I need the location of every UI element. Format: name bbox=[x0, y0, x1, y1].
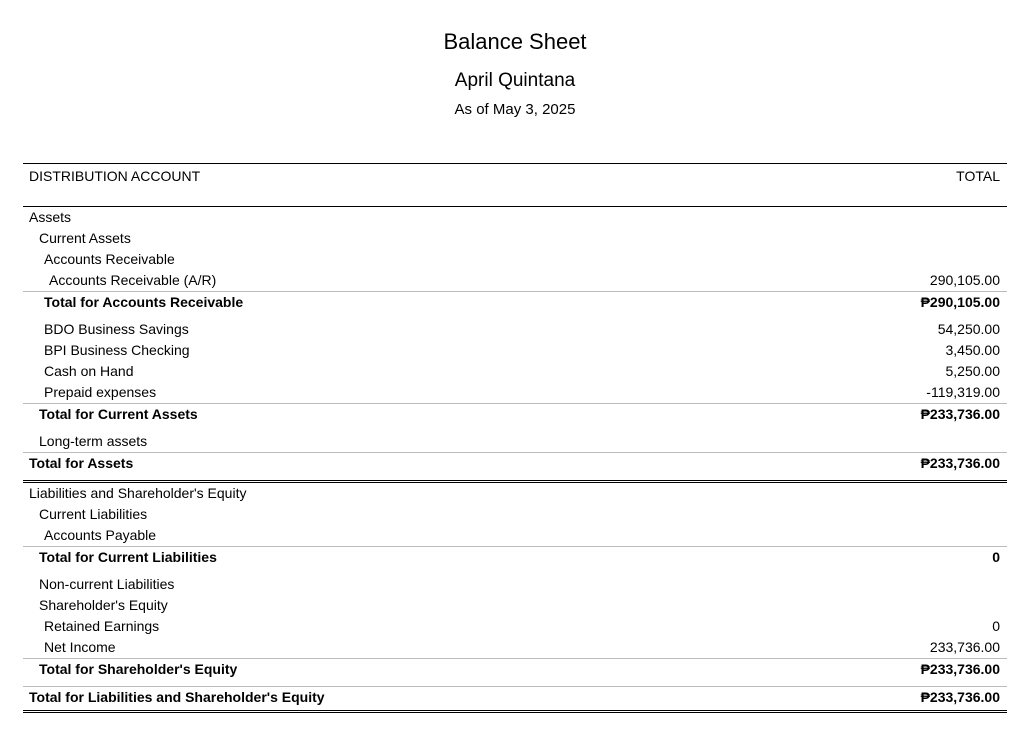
row-label: Total for Current Liabilities bbox=[39, 549, 217, 565]
report-title: Balance Sheet bbox=[443, 29, 587, 54]
group-long-term-assets bbox=[23, 431, 1007, 452]
row-label: Net Income bbox=[44, 639, 116, 655]
group-accounts-receivable bbox=[23, 249, 1007, 270]
group-current-assets bbox=[23, 228, 1007, 249]
report-date: As of May 3, 2025 bbox=[454, 101, 576, 118]
account-row-cash bbox=[23, 361, 1007, 382]
row-label: Accounts Receivable bbox=[44, 251, 175, 267]
company-name: April Quintana bbox=[454, 70, 576, 91]
total-row-current-liabilities bbox=[23, 546, 1007, 568]
table-header bbox=[23, 163, 1007, 207]
row-label: Retained Earnings bbox=[44, 618, 160, 634]
row-label: Accounts Payable bbox=[44, 527, 157, 543]
row-amount: 54,250.00 bbox=[937, 321, 1000, 337]
row-label: Assets bbox=[29, 209, 72, 225]
row-amount: 5,250.00 bbox=[945, 363, 1000, 379]
total-row-accounts-receivable bbox=[23, 291, 1007, 313]
row-label: Prepaid expenses bbox=[44, 384, 157, 400]
row-label: Current Assets bbox=[39, 230, 131, 246]
row-label: Accounts Receivable (A/R) bbox=[49, 272, 217, 288]
account-row-net-income bbox=[23, 637, 1007, 658]
section-liabilities-equity bbox=[23, 480, 1007, 504]
row-amount: 3,450.00 bbox=[945, 342, 1000, 358]
row-amount: 0 bbox=[992, 549, 1000, 565]
row-amount: 233,736.00 bbox=[929, 639, 1000, 655]
total-row-shareholders-equity bbox=[23, 658, 1007, 680]
group-noncurrent-liabilities bbox=[23, 574, 1007, 595]
row-label: Total for Current Assets bbox=[39, 406, 198, 422]
row-label: Total for Assets bbox=[29, 455, 134, 471]
section-assets bbox=[23, 207, 1007, 228]
row-amount: 290,105.00 bbox=[929, 272, 1000, 288]
row-amount: -119,319.00 bbox=[926, 384, 1000, 400]
account-row-retained-earnings bbox=[23, 616, 1007, 637]
row-label: Cash on Hand bbox=[44, 363, 134, 379]
column-header-account: DISTRIBUTION ACCOUNT bbox=[29, 168, 201, 184]
row-label: Non-current Liabilities bbox=[39, 576, 175, 592]
row-label: BDO Business Savings bbox=[44, 321, 189, 337]
row-amount: ₱290,105.00 bbox=[920, 294, 1000, 310]
row-label: Total for Accounts Receivable bbox=[44, 294, 244, 310]
row-amount: ₱233,736.00 bbox=[920, 455, 1000, 471]
row-label: Long-term assets bbox=[39, 433, 148, 449]
row-label: Liabilities and Shareholder's Equity bbox=[29, 485, 247, 501]
account-row-bdo bbox=[23, 319, 1007, 340]
row-label: BPI Business Checking bbox=[44, 342, 190, 358]
row-label: Shareholder's Equity bbox=[39, 597, 168, 613]
row-amount: ₱233,736.00 bbox=[920, 406, 1000, 422]
row-amount: 0 bbox=[992, 618, 1000, 634]
group-shareholders-equity bbox=[23, 595, 1007, 616]
total-row-liabilities-equity bbox=[23, 686, 1007, 713]
total-row-assets bbox=[23, 452, 1007, 474]
column-header-total: TOTAL bbox=[956, 168, 1000, 184]
row-label: Total for Liabilities and Shareholder's Equity bbox=[29, 689, 325, 705]
account-row-prepaid bbox=[23, 382, 1007, 403]
group-accounts-payable bbox=[23, 525, 1007, 546]
row-amount: ₱233,736.00 bbox=[920, 661, 1000, 677]
row-amount: ₱233,736.00 bbox=[920, 689, 1000, 705]
account-row-bpi bbox=[23, 340, 1007, 361]
balance-sheet-table bbox=[23, 163, 1007, 713]
row-label: Current Liabilities bbox=[39, 506, 148, 522]
group-current-liabilities bbox=[23, 504, 1007, 525]
account-row-ar bbox=[23, 270, 1007, 291]
row-label: Total for Shareholder's Equity bbox=[39, 661, 238, 677]
total-row-current-assets bbox=[23, 403, 1007, 425]
